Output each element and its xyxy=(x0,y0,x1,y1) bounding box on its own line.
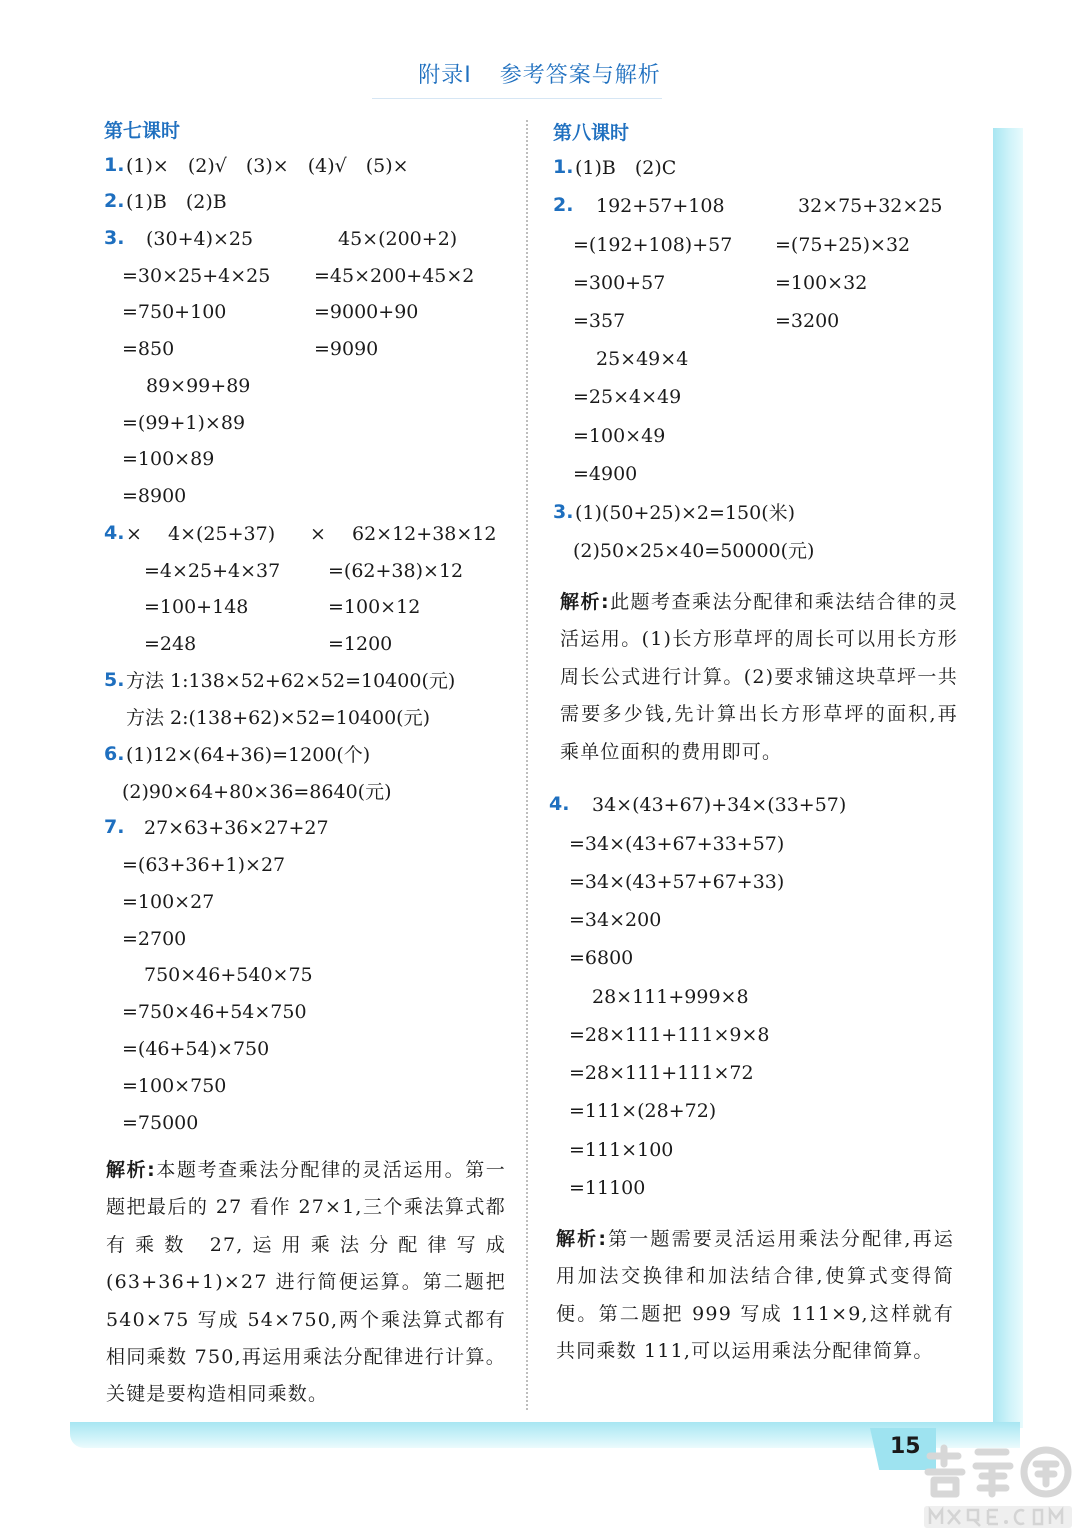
calc-line: 45×(200+2) xyxy=(338,228,458,250)
calc-line: =1200 xyxy=(328,633,393,655)
calc-line: =28×111+111×9×8 xyxy=(569,1024,770,1046)
analysis-paragraph xyxy=(106,1152,506,1414)
answer-line: (1)B (2)C xyxy=(575,157,677,179)
question-number: 2. xyxy=(104,190,125,212)
question-number: 2. xyxy=(553,194,574,216)
calc-line: =111×(28+72) xyxy=(569,1100,717,1122)
calc-line: =8900 xyxy=(122,485,187,507)
header-appendix: 附录Ⅰ xyxy=(418,63,472,88)
analysis-text: 此题考查乘法分配律和乘法结合律的灵活运用。(1)长方形草坪的周长可以用长方形周长公式进行计算。(2)要求铺这块草坪一共需要多少钱,先计算出长方形草坪的面积,再乘单位面积的费用即可。 xyxy=(560,591,959,763)
analysis-paragraph xyxy=(556,1221,954,1371)
calc-line: =100+148 xyxy=(144,596,249,618)
answer-line: (1)(50+25)×2=150(米) xyxy=(575,502,796,524)
calc-line: 89×99+89 xyxy=(146,375,251,397)
answer-line: 方法 1:138×52+62×52=10400(元) xyxy=(126,670,456,692)
question-number: 4. xyxy=(104,522,125,544)
calc-line: =850 xyxy=(122,338,175,360)
calc-line: =34×(43+57+67+33) xyxy=(569,871,785,893)
calc-line: 4×(25+37) xyxy=(168,523,276,545)
calc-line: =100×32 xyxy=(775,272,868,294)
analysis-label: 解析: xyxy=(106,1159,156,1181)
calc-line: =4900 xyxy=(573,463,638,485)
calc-line: (30+4)×25 xyxy=(146,228,254,250)
calc-line: 32×75+32×25 xyxy=(798,195,943,217)
analysis-label: 解析: xyxy=(556,1228,608,1250)
calc-line: =(99+1)×89 xyxy=(122,412,246,434)
calc-line: =100×750 xyxy=(122,1075,227,1097)
calc-line: =2700 xyxy=(122,928,187,950)
calc-line: =25×4×49 xyxy=(573,386,682,408)
section-title-lesson8: 第八课时 xyxy=(553,122,630,144)
calc-line: =28×111+111×72 xyxy=(569,1062,754,1084)
question-number: 6. xyxy=(104,743,125,765)
calc-line: 750×46+540×75 xyxy=(144,964,313,986)
header-title: 参考答案与解析 xyxy=(499,63,661,88)
calc-line: =34×200 xyxy=(569,909,662,931)
calc-line: =9090 xyxy=(314,338,379,360)
analysis-text: 第一题需要灵活运用乘法分配律,再运用加法交换律和加法结合律,使算式变得简便。第二题把 999 写成 111×9,这样就有共同乘数 111,可以运用乘法分配律简算。 xyxy=(556,1228,954,1363)
calc-line: =(75+25)×32 xyxy=(775,234,911,256)
calc-line: 192+57+108 xyxy=(596,195,725,217)
calc-line: =6800 xyxy=(569,947,634,969)
page-header xyxy=(0,58,1079,89)
watermark-logo xyxy=(920,1442,1076,1532)
section-title-lesson7: 第七课时 xyxy=(104,120,181,142)
judgement-mark: × xyxy=(126,523,142,545)
calc-line: =(62+38)×12 xyxy=(328,560,464,582)
analysis-label: 解析: xyxy=(560,591,610,613)
column-divider xyxy=(526,120,528,1410)
watermark-url-text xyxy=(924,1506,1072,1528)
calc-line: =(192+108)+57 xyxy=(573,234,733,256)
calc-line: 62×12+38×12 xyxy=(352,523,497,545)
question-number: 1. xyxy=(553,156,574,178)
calc-line: 28×111+999×8 xyxy=(592,986,749,1008)
calc-line: =100×27 xyxy=(122,891,215,913)
calc-line: =75000 xyxy=(122,1112,199,1134)
calc-line: =750×46+54×750 xyxy=(122,1001,307,1023)
question-number: 7. xyxy=(104,816,125,838)
calc-line: =(46+54)×750 xyxy=(122,1038,270,1060)
calc-line: =100×89 xyxy=(122,448,215,470)
question-number: 1. xyxy=(104,154,125,176)
calc-line: 34×(43+67)+34×(33+57) xyxy=(592,794,847,816)
question-number: 3. xyxy=(104,227,125,249)
answer-line: 方法 2:(138+62)×52=10400(元) xyxy=(126,707,431,729)
calc-line: =111×100 xyxy=(569,1139,674,1161)
answer-line: (2)50×25×40=50000(元) xyxy=(573,540,815,562)
analysis-paragraph xyxy=(560,584,958,771)
answer-line: (2)90×64+80×36=8640(元) xyxy=(122,781,392,803)
answer-line: (1)12×(64+36)=1200(个) xyxy=(126,744,371,766)
calc-line: =248 xyxy=(144,633,197,655)
answer-line: (1)× (2)√ (3)× (4)√ (5)× xyxy=(126,155,409,177)
calc-line: =(63+36+1)×27 xyxy=(122,854,286,876)
question-number: 4. xyxy=(549,793,570,815)
decorative-frame-right xyxy=(993,128,1023,1428)
calc-line: =100×12 xyxy=(328,596,421,618)
calc-line: 27×63+36×27+27 xyxy=(144,817,329,839)
header-rule xyxy=(372,98,662,99)
judgement-mark: × xyxy=(310,523,326,545)
calc-line: =11100 xyxy=(569,1177,646,1199)
calc-line: =100×49 xyxy=(573,425,666,447)
calc-line: =34×(43+67+33+57) xyxy=(569,833,785,855)
calc-line: =4×25+4×37 xyxy=(144,560,281,582)
question-number: 3. xyxy=(553,501,574,523)
calc-line: =9000+90 xyxy=(314,301,419,323)
answer-line: (1)B (2)B xyxy=(126,191,227,213)
calc-line: =45×200+45×2 xyxy=(314,265,475,287)
calc-line: 25×49×4 xyxy=(596,348,689,370)
calc-line: =300+57 xyxy=(573,272,666,294)
page-number: 15 xyxy=(890,1434,921,1459)
calc-line: =30×25+4×25 xyxy=(122,265,271,287)
calc-line: =357 xyxy=(573,310,626,332)
calc-line: =750+100 xyxy=(122,301,227,323)
question-number: 5. xyxy=(104,669,125,691)
calc-line: =3200 xyxy=(775,310,840,332)
analysis-text: 本题考查乘法分配律的灵活运用。第一题把最后的 27 看作 27×1,三个乘法算式都有乘数 27,运用乘法分配律写成(63+36+1)×27 进行简便运算。第二题把 540×75 写成 54×750,两个乘法算式都有相同乘数 750,再运用乘法分配律进行计算。关键是要构造相同乘数。 xyxy=(106,1159,506,1406)
